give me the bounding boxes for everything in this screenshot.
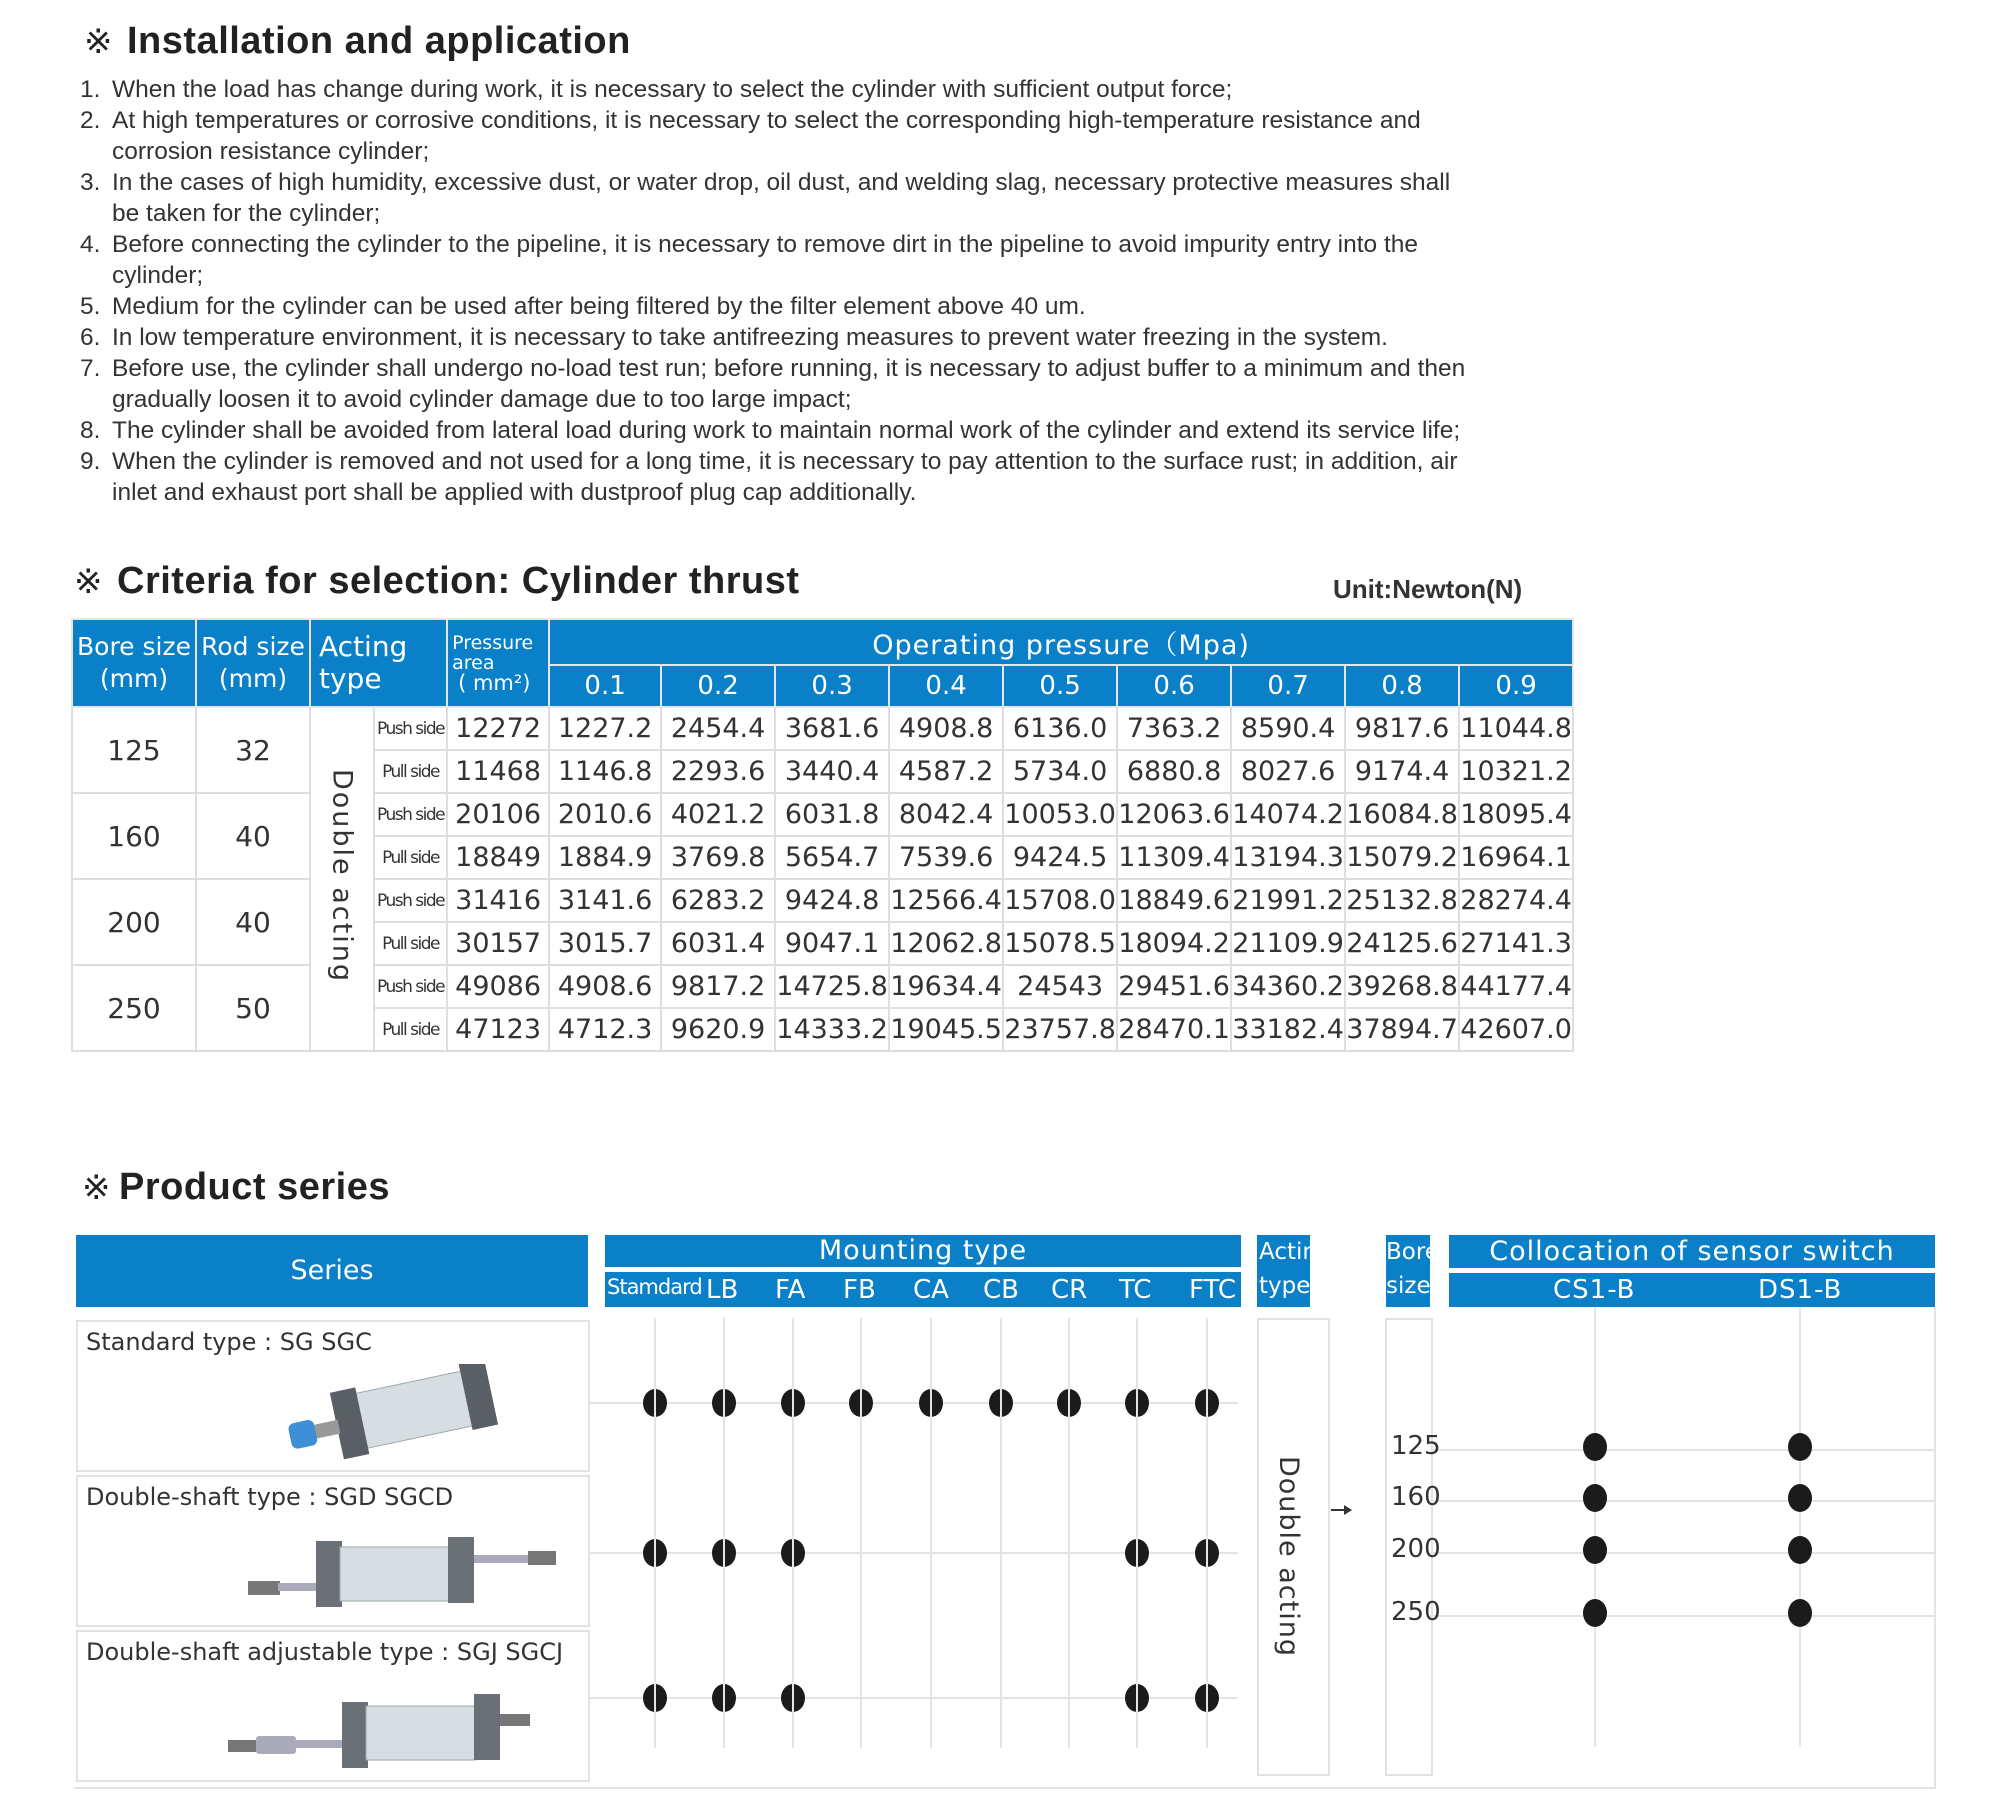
pressure-area-cell: 20106 (447, 793, 549, 836)
thrust-row (72, 965, 1573, 1008)
bore-size-cell: 160 (72, 793, 196, 879)
installation-item (80, 291, 1480, 322)
acting-type-box (1257, 1318, 1330, 1776)
series-label: Double-shaft adjustable type : SGJ SGCJ (86, 1638, 564, 1666)
thrust-value-cell: 15079.2 (1345, 836, 1459, 879)
bore-size-cell: 125 (72, 707, 196, 793)
side-cell: Push side (374, 965, 447, 1008)
series-card (76, 1475, 590, 1627)
sensor-type-label: CS1-B (1553, 1275, 1636, 1305)
side-cell: Pull side (374, 1008, 447, 1051)
thrust-value-cell: 2454.4 (661, 707, 775, 750)
thrust-value-cell: 13194.3 (1231, 836, 1345, 879)
sensor-grid-line (1799, 1307, 1801, 1747)
item-number: 4. (80, 231, 101, 258)
thrust-value-cell: 12063.6 (1117, 793, 1231, 836)
thrust-value-cell: 6031.8 (775, 793, 889, 836)
sensor-frame-right (1934, 1307, 1936, 1787)
sensor-dot-icon (1788, 1484, 1812, 1512)
thrust-value-cell: 9424.5 (1003, 836, 1117, 879)
thrust-title-text: Criteria for selection: Cylinder thrust (117, 560, 800, 602)
thrust-value-cell: 16964.1 (1459, 836, 1573, 879)
item-text: In low temperature environment, it is necessary to take antifreezing measures to prevent water freezing in the system. (112, 324, 1388, 351)
thrust-value-cell: 6880.8 (1117, 750, 1231, 793)
sensor-types-header (1449, 1273, 1935, 1307)
installation-title (84, 20, 631, 63)
pressure-area-cell: 12272 (447, 707, 549, 750)
item-number: 6. (80, 324, 101, 351)
thrust-value-cell: 4712.3 (549, 1008, 661, 1051)
installation-item (80, 229, 1480, 291)
mounting-type-label: FA (775, 1275, 806, 1305)
pressure-header: 0.7 (1231, 665, 1345, 707)
thrust-value-cell: 1227.2 (549, 707, 661, 750)
thrust-value-cell: 4021.2 (661, 793, 775, 836)
item-text: Before connecting the cylinder to the pipeline, it is necessary to remove dirt in the pipeline to avoid impurity entry into the cylinder; (112, 231, 1419, 289)
item-number: 2. (80, 107, 101, 134)
thrust-value-cell: 7539.6 (889, 836, 1003, 879)
bore-size-label: 125 (1391, 1431, 1441, 1461)
bore-size-cell: 200 (72, 879, 196, 965)
cylinder-image (238, 1519, 568, 1619)
thrust-value-cell: 9817.2 (661, 965, 775, 1008)
sensor-grid-line (1594, 1307, 1596, 1747)
reference-mark-icon: ※ (74, 563, 103, 601)
thrust-value-cell: 44177.4 (1459, 965, 1573, 1008)
mounting-type-label: CB (983, 1275, 1019, 1305)
cylinder-image (218, 1674, 548, 1774)
installation-item (80, 74, 1480, 105)
pressure-area-cell: 31416 (447, 879, 549, 922)
sensor-dot-icon (1788, 1536, 1812, 1564)
mounting-grid-line (1136, 1318, 1138, 1748)
header-rod: Rod size (mm) (196, 619, 310, 707)
thrust-value-cell: 28470.1 (1117, 1008, 1231, 1051)
sensor-dot-icon (1788, 1599, 1812, 1627)
mounting-grid-line (723, 1318, 725, 1748)
mounting-type-label: CR (1051, 1275, 1088, 1305)
thrust-value-cell: 9174.4 (1345, 750, 1459, 793)
sensor-dot-icon (1583, 1536, 1607, 1564)
thrust-value-cell: 21109.9 (1231, 922, 1345, 965)
side-cell: Push side (374, 879, 447, 922)
unit-label: Unit:Newton(N) (1333, 574, 1523, 604)
pressure-header: 0.8 (1345, 665, 1459, 707)
thrust-value-cell: 8042.4 (889, 793, 1003, 836)
pressure-header: 0.9 (1459, 665, 1573, 707)
thrust-value-cell: 18094.2 (1117, 922, 1231, 965)
item-number: 9. (80, 448, 101, 475)
thrust-value-cell: 27141.3 (1459, 922, 1573, 965)
mounting-type-label: FTC (1189, 1275, 1237, 1305)
rod-size-cell: 50 (196, 965, 310, 1051)
item-number: 8. (80, 417, 101, 444)
item-text: Before use, the cylinder shall undergo no-load test run; before running, it is necessary to adjust buffer to a minimum and then gradually loosen it to avoid cylinder damage due to too large impact; (112, 355, 1466, 413)
installation-item (80, 415, 1480, 446)
mounting-grid-line (1000, 1318, 1002, 1748)
cylinder-image (248, 1364, 578, 1464)
reference-mark-icon: ※ (84, 23, 113, 61)
mounting-grid-line (930, 1318, 932, 1748)
thrust-value-cell: 5734.0 (1003, 750, 1117, 793)
bore-row-line (1430, 1449, 1935, 1451)
series-card (76, 1320, 590, 1472)
thrust-value-cell: 12062.8 (889, 922, 1003, 965)
thrust-value-cell: 19634.4 (889, 965, 1003, 1008)
thrust-value-cell: 6031.4 (661, 922, 775, 965)
thrust-value-cell: 42607.0 (1459, 1008, 1573, 1051)
mounting-type-label: Stamdard (607, 1275, 702, 1299)
pressure-area-cell: 30157 (447, 922, 549, 965)
thrust-value-cell: 14333.2 (775, 1008, 889, 1051)
side-cell: Push side (374, 793, 447, 836)
bore-size-label: 160 (1391, 1482, 1441, 1512)
thrust-value-cell: 18849.6 (1117, 879, 1231, 922)
thrust-value-cell: 9620.9 (661, 1008, 775, 1051)
pressure-area-cell: 18849 (447, 836, 549, 879)
rod-size-cell: 40 (196, 793, 310, 879)
side-cell: Pull side (374, 750, 447, 793)
bore-size-label: 250 (1391, 1597, 1441, 1627)
thrust-value-cell: 28274.4 (1459, 879, 1573, 922)
sensor-header: Collocation of sensor switch (1449, 1235, 1935, 1268)
thrust-value-cell: 6136.0 (1003, 707, 1117, 750)
thrust-value-cell: 1146.8 (549, 750, 661, 793)
pressure-area-cell: 11468 (447, 750, 549, 793)
pressure-header: 0.3 (775, 665, 889, 707)
thrust-value-cell: 2293.6 (661, 750, 775, 793)
pressure-header: 0.4 (889, 665, 1003, 707)
installation-item (80, 446, 1480, 508)
thrust-value-cell: 1884.9 (549, 836, 661, 879)
rod-size-cell: 32 (196, 707, 310, 793)
bore-row-line (1430, 1615, 1935, 1617)
thrust-value-cell: 9424.8 (775, 879, 889, 922)
pressure-header: 0.1 (549, 665, 661, 707)
thrust-value-cell: 9047.1 (775, 922, 889, 965)
thrust-value-cell: 5654.7 (775, 836, 889, 879)
installation-title-text: Installation and application (127, 20, 631, 62)
header-operating-pressure: Operating pressure（Mpa) (549, 619, 1573, 665)
pressure-header: 0.5 (1003, 665, 1117, 707)
thrust-value-cell: 3440.4 (775, 750, 889, 793)
mounting-types-header (605, 1272, 1241, 1307)
sensor-dot-icon (1583, 1599, 1607, 1627)
series-label: Standard type : SG SGC (86, 1328, 372, 1356)
thrust-value-cell: 8590.4 (1231, 707, 1345, 750)
thrust-value-cell: 18095.4 (1459, 793, 1573, 836)
item-text: Medium for the cylinder can be used after being filtered by the filter element above 40 um. (112, 293, 1086, 320)
thrust-value-cell: 10053.0 (1003, 793, 1117, 836)
thrust-value-cell: 11309.4 (1117, 836, 1231, 879)
header-pressure-area: Pressure area ( mm²) (447, 619, 549, 707)
installation-item (80, 105, 1480, 167)
thrust-value-cell: 10321.2 (1459, 750, 1573, 793)
series-header: Series (76, 1235, 588, 1307)
item-text: The cylinder shall be avoided from lateral load during work to maintain normal work of the cylinder and extend its service life; (112, 417, 1461, 444)
thrust-value-cell: 24543 (1003, 965, 1117, 1008)
mounting-type-label: TC (1119, 1275, 1152, 1305)
item-number: 7. (80, 355, 101, 382)
thrust-value-cell: 21991.2 (1231, 879, 1345, 922)
thrust-row (72, 879, 1573, 922)
item-text: In the cases of high humidity, excessive dust, or water drop, oil dust, and welding slag, necessary protective measures shall be taken for the cylinder; (112, 169, 1451, 227)
thrust-value-cell: 6283.2 (661, 879, 775, 922)
reference-mark-icon: ※ (82, 1169, 111, 1207)
bore-row-line (1430, 1552, 1935, 1554)
series-label: Double-shaft type : SGD SGCD (86, 1483, 454, 1511)
acting-type-text: Double acting (326, 768, 358, 983)
thrust-title (74, 560, 800, 603)
mounting-header: Mounting type (605, 1235, 1241, 1267)
product-series-title (82, 1166, 390, 1209)
thrust-value-cell: 15078.5 (1003, 922, 1117, 965)
item-number: 1. (80, 76, 101, 103)
acting-type-value: Double acting (1273, 1456, 1304, 1657)
installation-item (80, 322, 1480, 353)
series-card (76, 1630, 590, 1782)
bore-size-header: Bore size (1386, 1235, 1430, 1307)
thrust-value-cell: 9817.6 (1345, 707, 1459, 750)
thrust-value-cell: 34360.2 (1231, 965, 1345, 1008)
pressure-header: 0.2 (661, 665, 775, 707)
product-series-title-text: Product series (119, 1166, 390, 1208)
item-number: 3. (80, 169, 101, 196)
mounting-grid-line (792, 1318, 794, 1748)
thrust-value-cell: 4587.2 (889, 750, 1003, 793)
thrust-value-cell: 33182.4 (1231, 1008, 1345, 1051)
arrow-head-icon (1344, 1505, 1352, 1515)
thrust-value-cell: 11044.8 (1459, 707, 1573, 750)
sensor-dot-icon (1583, 1433, 1607, 1461)
side-cell: Pull side (374, 922, 447, 965)
thrust-value-cell: 4908.6 (549, 965, 661, 1008)
mounting-grid-line (860, 1318, 862, 1748)
pressure-area-cell: 49086 (447, 965, 549, 1008)
thrust-table (71, 618, 1574, 1052)
installation-item (80, 353, 1480, 415)
thrust-value-cell: 2010.6 (549, 793, 661, 836)
side-cell: Pull side (374, 836, 447, 879)
thrust-value-cell: 14074.2 (1231, 793, 1345, 836)
thrust-value-cell: 3769.8 (661, 836, 775, 879)
item-number: 5. (80, 293, 101, 320)
side-cell: Push side (374, 707, 447, 750)
item-text: When the cylinder is removed and not used for a long time, it is necessary to pay attention to the surface rust; in addition, air inlet and exhaust port shall be applied with dustproof plug cap additionally. (112, 448, 1458, 506)
thrust-value-cell: 3141.6 (549, 879, 661, 922)
acting-type-cell (310, 707, 374, 1051)
header-bore: Bore size (mm) (72, 619, 196, 707)
mounting-grid-line (654, 1318, 656, 1748)
thrust-row (72, 793, 1573, 836)
sensor-type-label: DS1-B (1758, 1275, 1843, 1305)
thrust-value-cell: 23757.8 (1003, 1008, 1117, 1051)
mounting-type-label: FB (843, 1275, 876, 1305)
item-text: When the load has change during work, it is necessary to select the cylinder with sufficient output force; (112, 76, 1233, 103)
mounting-grid-line (1206, 1318, 1208, 1748)
mounting-type-label: LB (706, 1275, 739, 1305)
thrust-value-cell: 15708.0 (1003, 879, 1117, 922)
thrust-value-cell: 3681.6 (775, 707, 889, 750)
thrust-value-cell: 37894.7 (1345, 1008, 1459, 1051)
bore-size-label: 200 (1391, 1534, 1441, 1564)
thrust-value-cell: 19045.5 (889, 1008, 1003, 1051)
thrust-value-cell: 29451.6 (1117, 965, 1231, 1008)
rod-size-cell: 40 (196, 879, 310, 965)
mounting-grid-line (1068, 1318, 1070, 1748)
header-acting: Acting type (310, 619, 447, 707)
thrust-value-cell: 16084.8 (1345, 793, 1459, 836)
mounting-type-label: CA (913, 1275, 949, 1305)
thrust-value-cell: 7363.2 (1117, 707, 1231, 750)
acting-type-header: Acting type (1257, 1235, 1310, 1307)
thrust-value-cell: 25132.8 (1345, 879, 1459, 922)
item-text: At high temperatures or corrosive conditions, it is necessary to select the corresponding high-temperature resistance and corrosion resistance cylinder; (112, 107, 1421, 165)
bore-row-line (1430, 1500, 1935, 1502)
thrust-value-cell: 24125.6 (1345, 922, 1459, 965)
thrust-value-cell: 39268.8 (1345, 965, 1459, 1008)
thrust-value-cell: 4908.8 (889, 707, 1003, 750)
thrust-value-cell: 12566.4 (889, 879, 1003, 922)
pressure-area-cell: 47123 (447, 1008, 549, 1051)
installation-item (80, 167, 1480, 229)
sensor-dot-icon (1583, 1484, 1607, 1512)
installation-list (80, 74, 1480, 508)
thrust-value-cell: 3015.7 (549, 922, 661, 965)
thrust-row (72, 707, 1573, 750)
bore-size-cell: 250 (72, 965, 196, 1051)
thrust-value-cell: 8027.6 (1231, 750, 1345, 793)
sensor-dot-icon (1788, 1433, 1812, 1461)
thrust-value-cell: 14725.8 (775, 965, 889, 1008)
pressure-header: 0.6 (1117, 665, 1231, 707)
